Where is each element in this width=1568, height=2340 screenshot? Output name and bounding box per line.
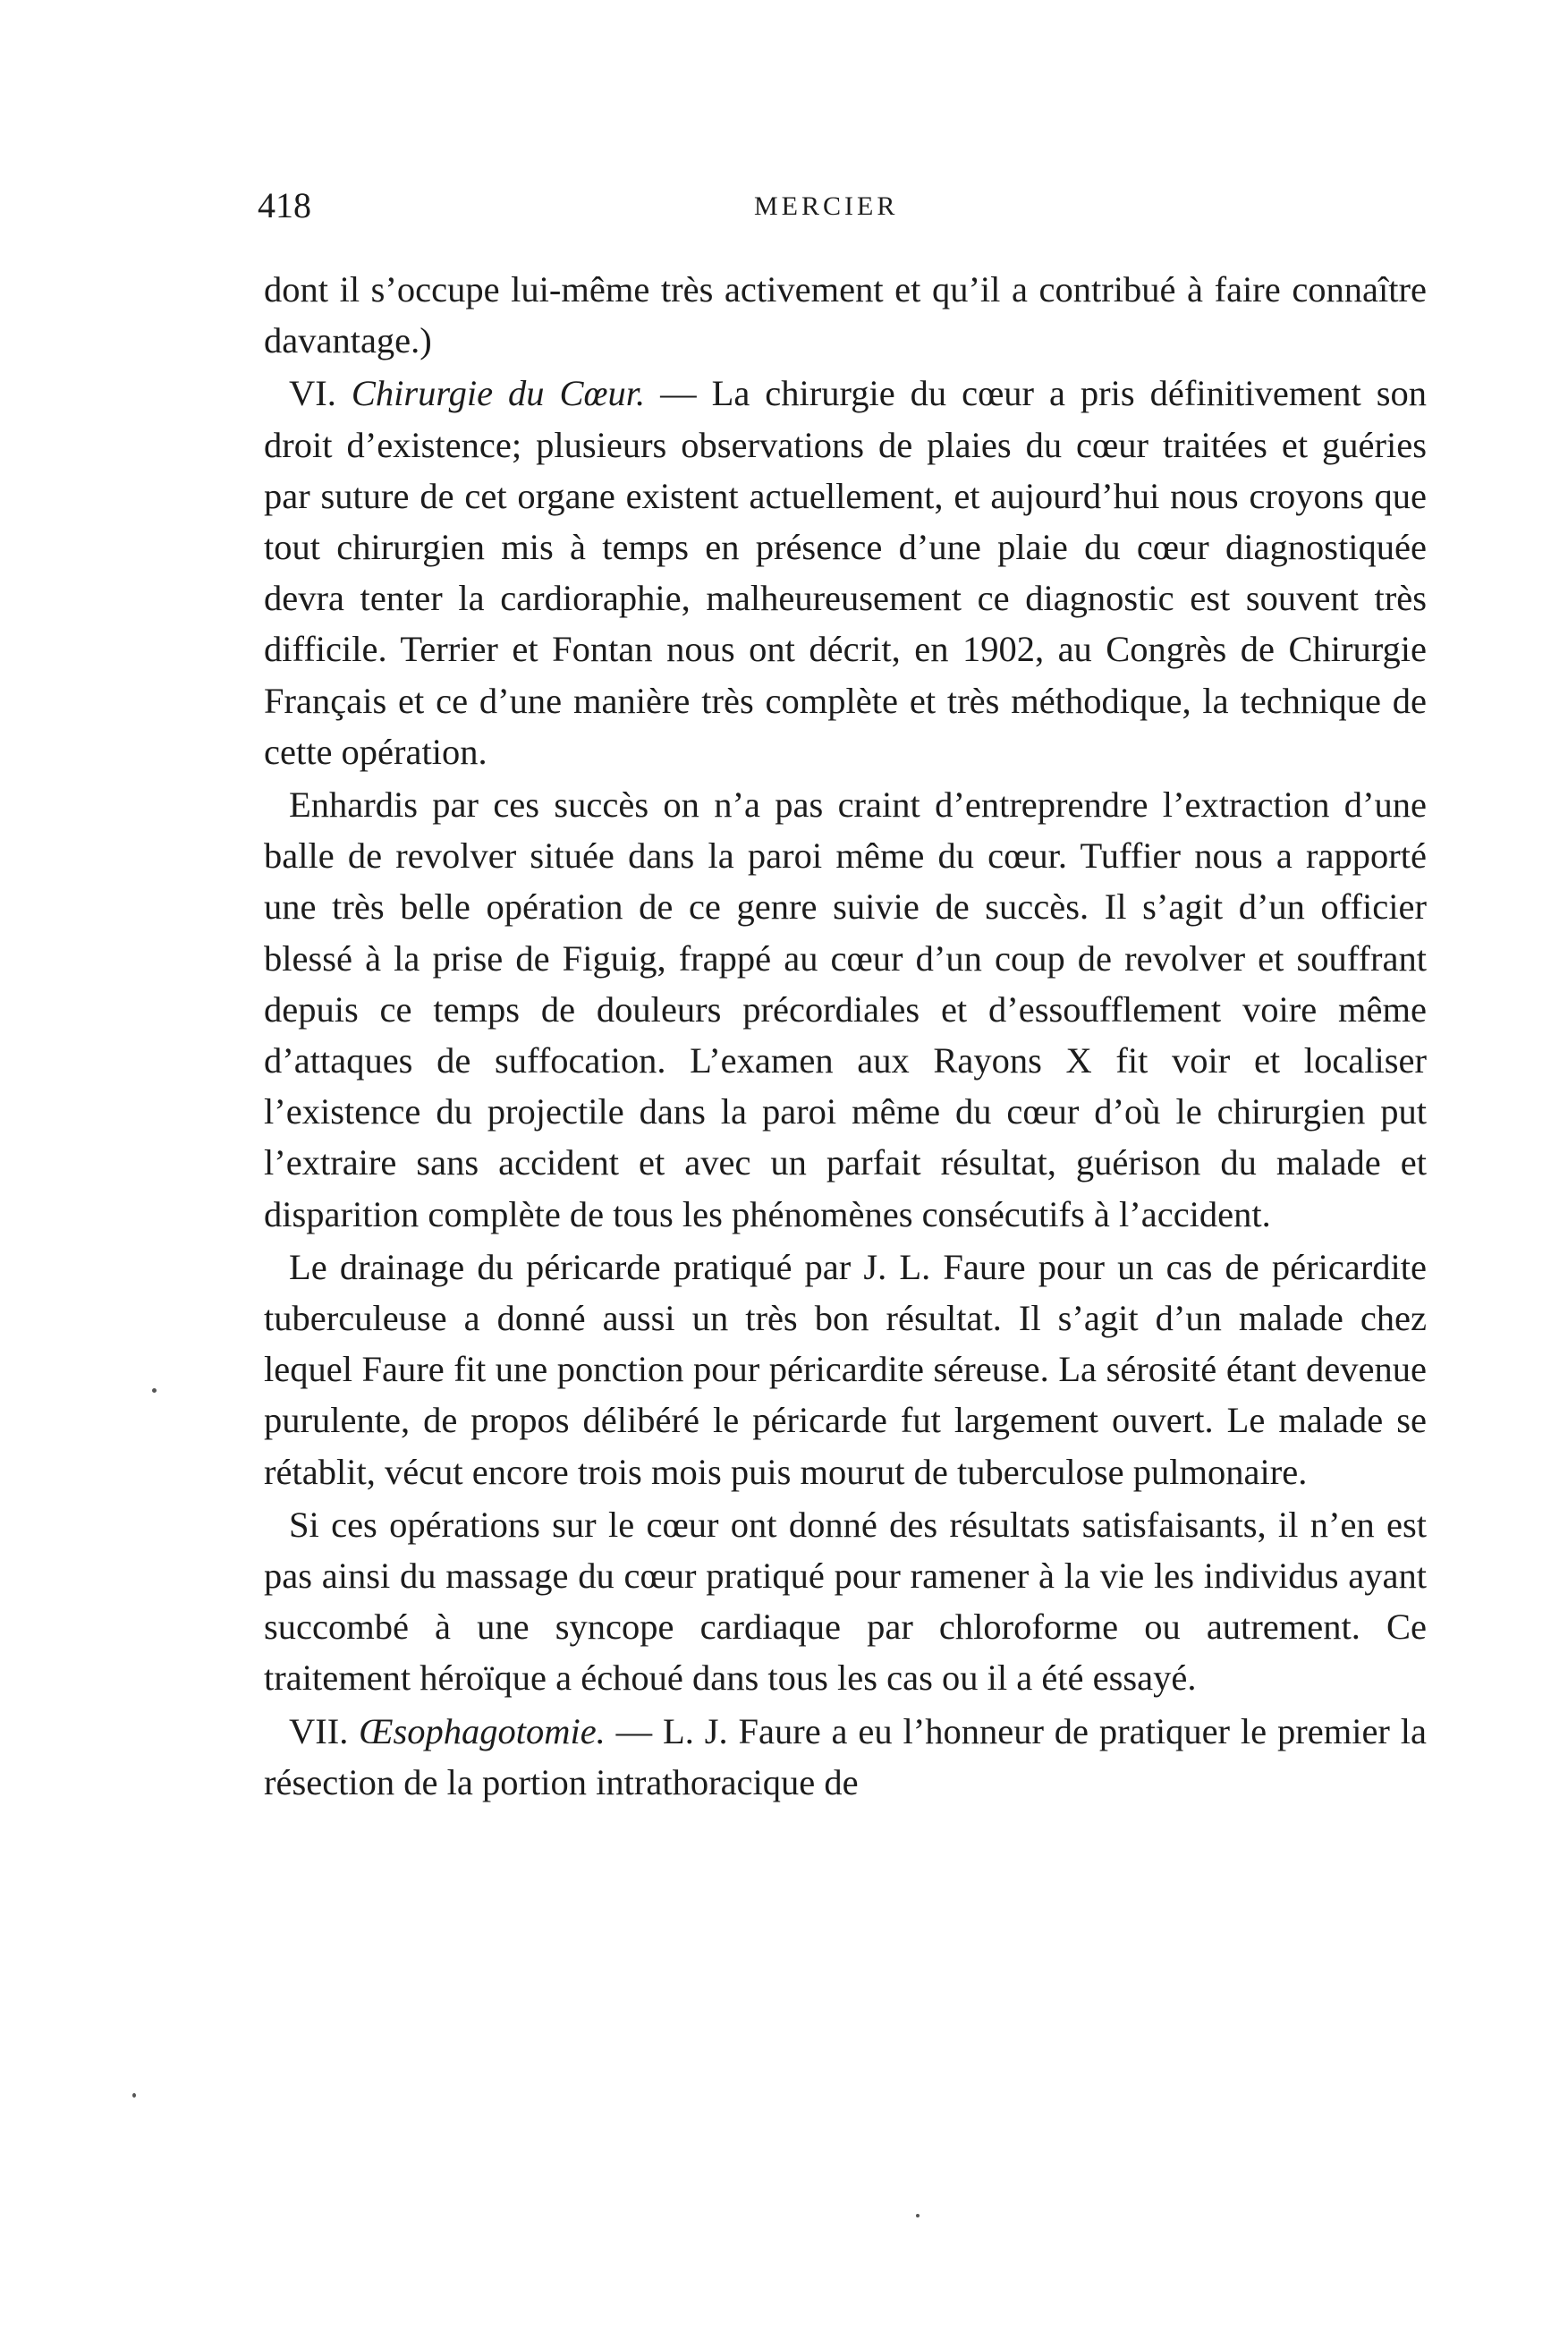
running-head (258, 179, 1420, 233)
paragraph-text: dont il s’occupe lui-même très activement et qu’il a contribué à faire connaître davantage.) (264, 269, 1427, 361)
scan-speck (916, 2214, 920, 2217)
body-text (264, 264, 1427, 1808)
paragraph-text: Le drainage du péricarde pratiqué par J. L. Faure pour un cas de péricardite tuberculeuse a donné aussi un très bon résultat. Il s’agit d’un malade chez lequel Faure fit une ponction pour péricardite séreuse. La sérosité étant devenue purulente, de propos délibéré le péricarde fut largement ouvert. Le malade se rétablit, vécut encore trois mois puis mourut de tuberculose pulmonaire. (264, 1246, 1427, 1492)
paragraph-text: Enhardis par ces succès on n’a pas craint d’entreprendre l’extraction d’une balle de revolver située dans la paroi même du cœur. Tuffier nous a rapporté une très belle opération de ce genre suivie de succès. Il s’agit d’un officier blessé à la prise de Figuig, frappé au cœur d’un coup de revolver et souffrant depuis ce temps de douleurs précordiales et d’essoufflement voire même d’attaques de suffocation. L’examen aux Rayons X fit voir et localiser l’existence du projectile dans la paroi même du cœur d’où le chirurgien put l’extraire sans accident et avec un parfait résultat, guérison du malade et disparition complète de tous les phénomènes consécutifs à l’accident. (264, 784, 1427, 1234)
section-vii-paragraph (264, 1706, 1427, 1808)
paragraph (264, 1499, 1427, 1704)
paragraph-text: Si ces opérations sur le cœur ont donné des résultats satisfaisants, il n’en est pas ainsi du massage du cœur pratiqué pour ramener à la vie les individus ayant succombé à une syncope cardiaque par chloroforme ou autrement. Ce traitement héroïque a échoué dans tous les cas ou il a été essayé. (264, 1504, 1427, 1699)
paragraph-continuation (264, 264, 1427, 366)
paragraph-text: L. J. Faure a eu l’honneur de pratiquer le premier la résection de la portion intrathoracique de (264, 1710, 1427, 1802)
scan-speck (132, 2093, 136, 2098)
page-number: 418 (258, 185, 311, 225)
section-number: VII. (289, 1710, 349, 1751)
em-dash: — (615, 1710, 653, 1751)
em-dash: — (660, 373, 697, 414)
section-number: VI. (289, 373, 336, 414)
section-vi-paragraph (264, 368, 1427, 777)
paragraph (264, 1242, 1427, 1497)
paragraph-text: La chirurgie du cœur a pris définitivement son droit d’existence; plusieurs observations de plaies du cœur traitées et guéries par suture de cet organe existent actuellement, et aujourd’hui nous croyons que tout chirurgien mis à temps en présence d’une plaie du cœur diagnostiquée devra tenter la cardioraphie, malheureusement ce diagnostic est souvent très difficile. Terrier et Fontan nous ont décrit, en 1902, au Congrès de Chirurgie Français et ce d’une manière très complète et très méthodique, la technique de cette opération. (264, 373, 1428, 772)
section-title: Œsophagotomie. (359, 1710, 606, 1751)
paragraph (264, 779, 1427, 1240)
scan-speck (152, 1388, 157, 1393)
running-title: MERCIER (754, 191, 899, 221)
section-title: Chirurgie du Cœur. (351, 373, 646, 414)
